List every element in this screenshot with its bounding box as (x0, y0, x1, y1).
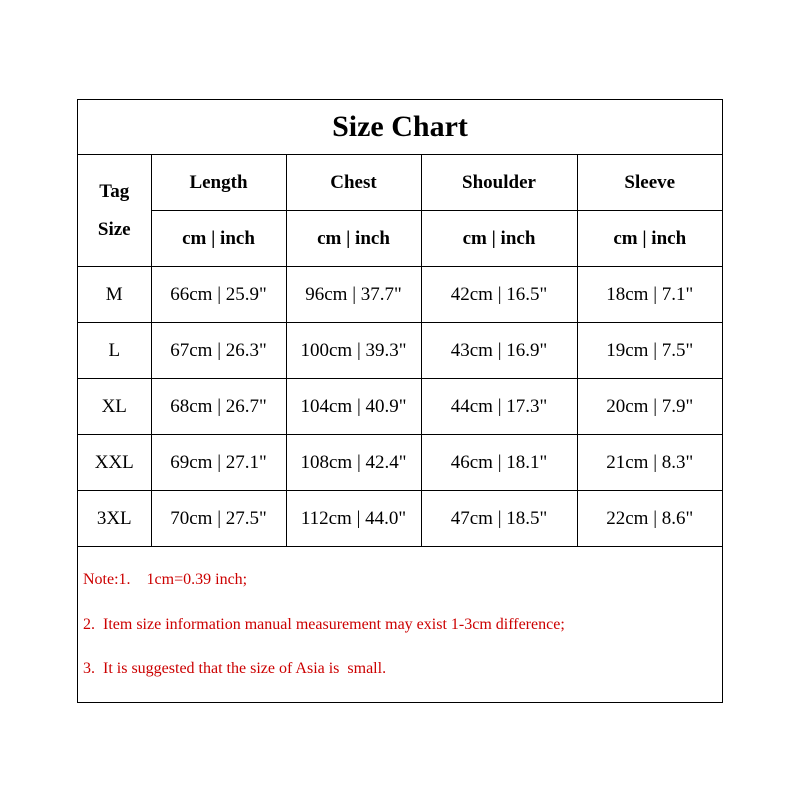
note-2: 2. Item size information manual measurement may exist 1-3cm difference; (83, 616, 565, 633)
chart-title: Size Chart (78, 100, 722, 155)
sleeve-cell: 21cm | 8.3" (577, 435, 722, 491)
table-row (78, 379, 722, 435)
chest-cell: 100cm | 39.3" (286, 323, 421, 379)
note-3: 3. It is suggested that the size of Asia is small. (83, 660, 387, 677)
notes-section (78, 549, 722, 702)
length-cell: 67cm | 26.3" (151, 323, 286, 379)
sleeve-cell: 22cm | 8.6" (577, 491, 722, 547)
note-1: Note:1. 1cm=0.39 inch; (83, 571, 248, 588)
size-label: Size (97, 218, 131, 240)
sleeve-cell: 18cm | 7.1" (577, 267, 722, 323)
unit-row (78, 211, 722, 267)
chest-cell: 104cm | 40.9" (286, 379, 421, 435)
length-header: Length (151, 155, 286, 211)
size-cell: XXL (78, 435, 151, 491)
shoulder-cell: 44cm | 17.3" (421, 379, 577, 435)
table-row (78, 491, 722, 547)
size-cell: M (78, 267, 151, 323)
shoulder-cell: 47cm | 18.5" (421, 491, 577, 547)
size-table (78, 155, 722, 547)
length-unit: cm | inch (151, 211, 286, 267)
length-cell: 70cm | 27.5" (151, 491, 286, 547)
size-chart (77, 99, 723, 703)
shoulder-cell: 46cm | 18.1" (421, 435, 577, 491)
length-cell: 68cm | 26.7" (151, 379, 286, 435)
sleeve-header: Sleeve (577, 155, 722, 211)
table-row (78, 435, 722, 491)
table-row (78, 323, 722, 379)
shoulder-cell: 42cm | 16.5" (421, 267, 577, 323)
tag-size-header (78, 155, 151, 267)
shoulder-cell: 43cm | 16.9" (421, 323, 577, 379)
sleeve-unit: cm | inch (577, 211, 722, 267)
tag-label: Tag (99, 180, 130, 202)
chest-cell: 96cm | 37.7" (286, 267, 421, 323)
table-row (78, 267, 722, 323)
chest-unit: cm | inch (286, 211, 421, 267)
size-cell: L (78, 323, 151, 379)
shoulder-unit: cm | inch (421, 211, 577, 267)
sleeve-cell: 19cm | 7.5" (577, 323, 722, 379)
size-cell: XL (78, 379, 151, 435)
chest-cell: 108cm | 42.4" (286, 435, 421, 491)
size-cell: 3XL (78, 491, 151, 547)
length-cell: 66cm | 25.9" (151, 267, 286, 323)
header-row (78, 155, 722, 211)
length-cell: 69cm | 27.1" (151, 435, 286, 491)
chest-header: Chest (286, 155, 421, 211)
chest-cell: 112cm | 44.0" (286, 491, 421, 547)
shoulder-header: Shoulder (421, 155, 577, 211)
sleeve-cell: 20cm | 7.9" (577, 379, 722, 435)
